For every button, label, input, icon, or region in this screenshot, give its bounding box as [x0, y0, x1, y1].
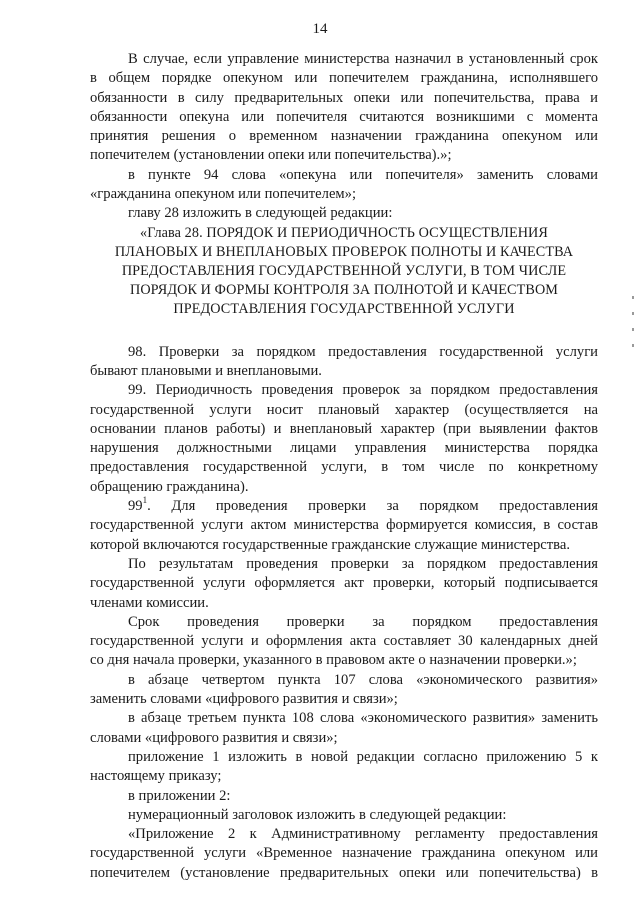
scan-edge-mark: [632, 312, 634, 315]
heading-line: ПРЕДОСТАВЛЕНИЯ ГОСУДАРСТВЕННОЙ УСЛУГИ: [173, 300, 515, 317]
clause-superscript: 1: [142, 495, 148, 506]
page-text: [90, 50, 598, 883]
text-line: настоящему приказу;: [90, 768, 222, 785]
text-line: нумерационный заголовок изложить в следующей редакции:: [128, 806, 507, 823]
text-line: 99. Периодичность проведения проверок за порядком предоставления: [128, 382, 598, 399]
text-line: государственной услуги носит плановый характер (осуществляется на: [90, 401, 598, 418]
text-line: приложение 1 изложить в новой редакции согласно приложению 5 к: [128, 748, 598, 765]
text-line: По результатам проведения проверки за порядком предоставления: [128, 555, 598, 572]
text-line: обязанности в силу предварительных опеки или попечительства, права и: [90, 89, 598, 106]
text-line: в приложении 2:: [128, 787, 231, 804]
text-line: «Приложение 2 к Административному регламенту предоставления: [128, 826, 598, 843]
text-line: в абзаце четвертом пункта 107 слова «экономического развития»: [128, 671, 598, 688]
heading-line: «Глава 28. ПОРЯДОК И ПЕРИОДИЧНОСТЬ ОСУЩЕСТВЛЕНИЯ: [140, 224, 548, 241]
text-line: основании планов работы) и внеплановый характер (при выявлении фактов: [90, 420, 598, 437]
heading-line: ПРЕДОСТАВЛЕНИЯ ГОСУДАРСТВЕННОЙ УСЛУГИ, В ТОМ ЧИСЛЕ: [121, 262, 567, 279]
text-line: обязанности опекуна или попечителя считаются возникшими с момента: [90, 108, 598, 125]
text-line: бывают плановыми и внеплановыми.: [90, 362, 322, 379]
text-line: в абзаце третьем пункта 108 слова «экономического развития» заменить: [128, 710, 598, 727]
text-line: со дня начала проверки, указанного в правовом акте о назначении проверки.»;: [90, 652, 577, 669]
text-line: в пункте 94 слова «опекуна или попечителя» заменить словами: [128, 166, 598, 183]
text-line: [90, 497, 598, 516]
text-line: заменить словами «цифрового развития и связи»;: [90, 691, 398, 708]
text-line: нарушения должностными лицами управления министерства порядка: [90, 440, 598, 457]
chapter-heading: [90, 224, 598, 319]
text-line: в общем порядке опекуном или попечителем гражданина, исполнявшего: [90, 70, 598, 87]
text-line: государственной услуги актом министерства формируется комиссия, в состав: [90, 517, 598, 534]
text-line: Срок проведения проверки за порядком предоставления: [128, 613, 598, 630]
text-line: В случае, если управление министерства назначил в установленный срок: [128, 51, 598, 67]
heading-line: ПОРЯДОК И ФОРМЫ КОНТРОЛЯ ЗА ПОЛНОТОЙ И КАЧЕСТВОМ: [129, 281, 559, 298]
text-line: 98. Проверки за порядком предоставления государственной услуги: [128, 343, 598, 360]
scan-edge-mark: [632, 296, 634, 299]
page-number: 14: [312, 21, 328, 37]
text-line: словами «цифрового развития и связи»;: [90, 729, 338, 746]
text-line: членами комиссии.: [90, 594, 209, 611]
text-line: попечителем (установление предварительных опеки или попечительства) в: [90, 864, 598, 881]
text-line: «гражданина опекуном или попечителем»;: [90, 186, 357, 203]
text-line: главу 28 изложить в следующей редакции:: [128, 205, 393, 222]
text-line: государственной услуги оформляется акт проверки, который подписывается: [90, 575, 598, 592]
clause-text: . Для проведения проверки за порядком предоставления: [147, 498, 598, 515]
text-line: обращению гражданина).: [90, 478, 249, 495]
text-line: государственной услуги и оформления акта составляет 30 календарных дней: [90, 633, 598, 650]
text-line: принятия решения о временном назначении гражданина опекуном или: [90, 128, 598, 145]
text-line: попечителем (установлении опеки или попечительства).»;: [90, 147, 452, 164]
text-line: которой включаются государственные гражданские служащие министерства.: [90, 536, 570, 553]
text-line: предоставления государственной услуги, в том числе по конкретному: [90, 459, 598, 476]
scan-edge-mark: [632, 328, 634, 331]
text-line: государственной услуги «Временное назначение гражданина опекуном или: [90, 845, 598, 862]
heading-line: ПЛАНОВЫХ И ВНЕПЛАНОВЫХ ПРОВЕРОК ПОЛНОТЫ И КАЧЕСТВА: [114, 243, 574, 260]
clause-number: 99: [128, 498, 143, 515]
scan-edge-mark: [632, 344, 634, 347]
